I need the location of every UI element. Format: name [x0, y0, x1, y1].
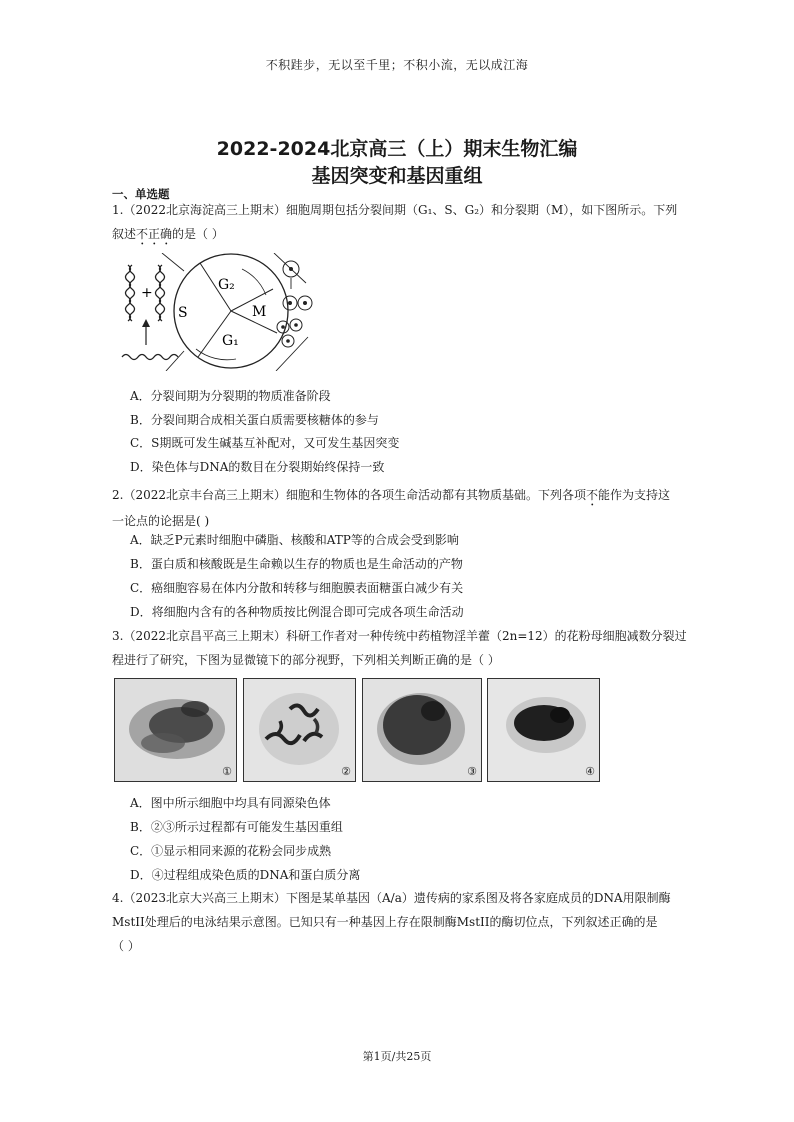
micrograph-1: [114, 678, 237, 782]
micrograph-2-label: ②: [341, 765, 351, 778]
question-4-stem-line2: MstII处理后的电泳结果示意图。已知只有一种基因上存在限制酶MstII的酶切位点，下列叙述正确的是: [112, 915, 658, 929]
micrograph-3: [362, 678, 482, 782]
document-subtitle: 基因突变和基因重组: [311, 165, 483, 187]
question-3-option-c: C．①显示相同来源的花粉会同步成熟: [130, 844, 332, 858]
dna-helix-icon: [126, 265, 131, 321]
section-heading: 一、单选题: [112, 187, 170, 201]
question-2-option-a: A．缺乏P元素时细胞中磷脂、核酸和ATP等的合成会受到影响: [130, 533, 459, 547]
page-number: 第1页/共25页: [362, 1050, 432, 1063]
micrograph-4: [487, 678, 600, 782]
question-1-stem-line1: 1.（2022北京海淀高三上期末）细胞周期包括分裂间期（G₁、S、G₂）和分裂期（M），如下图所示。下列: [112, 203, 678, 217]
page-header-motto: 不积跬步，无以至千里；不积小流，无以成江海: [265, 58, 529, 72]
micrograph-2: [243, 678, 356, 782]
question-3-option-b: B．②③所示过程都有可能发生基因重组: [130, 820, 343, 834]
question-1-stem: [112, 198, 692, 248]
question-3-stem-line1: 3.（2022北京昌平高三上期末）科研工作者对一种传统中药植物淫羊藿（2n=12）的花粉母细胞减数分裂过: [112, 629, 687, 643]
cell-cycle-diagram: [116, 253, 336, 371]
question-4-stem: [112, 886, 692, 958]
question-3-stem: [112, 624, 692, 672]
emphasis-text: 不: [586, 488, 599, 502]
document-title: 2022-2024北京高三（上）期末生物汇编: [216, 138, 578, 160]
question-1-option-b: B．分裂间期合成相关蛋白质需要核糖体的参与: [130, 413, 379, 427]
micrograph-1-label: ①: [222, 765, 232, 778]
question-4-stem-line1: 4.（2023北京大兴高三上期末）下图是某单基因（A/a）遗传病的家系图及将各家庭成员的DNA用限制酶: [112, 891, 671, 905]
question-3-option-d: D．④过程组成染色质的DNA和蛋白质分离: [130, 868, 361, 882]
dna-helix-icon: [156, 265, 161, 321]
arrow-up-icon: [142, 319, 150, 327]
question-1-option-a: A．分裂间期为分裂期的物质准备阶段: [130, 389, 331, 403]
question-2-stem-line1: 2.（2022北京丰台高三上期末）细胞和生物体的各项生命活动都有其物质基础。下列各项不能作为支持这: [112, 488, 671, 502]
question-2-stem-line2: 一论点的论据是( ): [112, 514, 210, 528]
g2-label: G₂: [218, 277, 235, 293]
micrograph-4-label: ④: [585, 765, 595, 778]
g1-label: G₁: [222, 333, 239, 349]
emphasis-text: 不正确: [136, 227, 173, 241]
question-4-stem-line3: （ ）: [112, 939, 140, 953]
dna-strand-icon: [122, 355, 178, 360]
question-3-option-a: A．图中所示细胞中均具有同源染色体: [130, 796, 331, 810]
micrograph-3-label: ③: [467, 765, 477, 778]
question-2-option-c: C．癌细胞容易在体内分散和转移与细胞膜表面糖蛋白减少有关: [130, 581, 464, 595]
plus-label: +: [141, 285, 153, 301]
question-2-stem: [112, 483, 692, 533]
question-3-stem-line2: 程进行了研究，下图为显微镜下的部分视野，下列相关判断正确的是（ ）: [112, 653, 500, 667]
question-2-option-b: B．蛋白质和核酸既是生命赖以生存的物质也是生命活动的产物: [130, 557, 463, 571]
question-1-stem-line2: 叙述不正确的是（ ）: [112, 227, 224, 241]
question-1-option-c: C．S期既可发生碱基互补配对，又可发生基因突变: [130, 436, 400, 450]
question-1-option-d: D．染色体与DNA的数目在分裂期始终保持一致: [130, 460, 385, 474]
s-label: S: [178, 305, 188, 321]
m-label: M: [252, 304, 267, 320]
question-2-option-d: D．将细胞内含有的各种物质按比例混合即可完成各项生命活动: [130, 605, 464, 619]
